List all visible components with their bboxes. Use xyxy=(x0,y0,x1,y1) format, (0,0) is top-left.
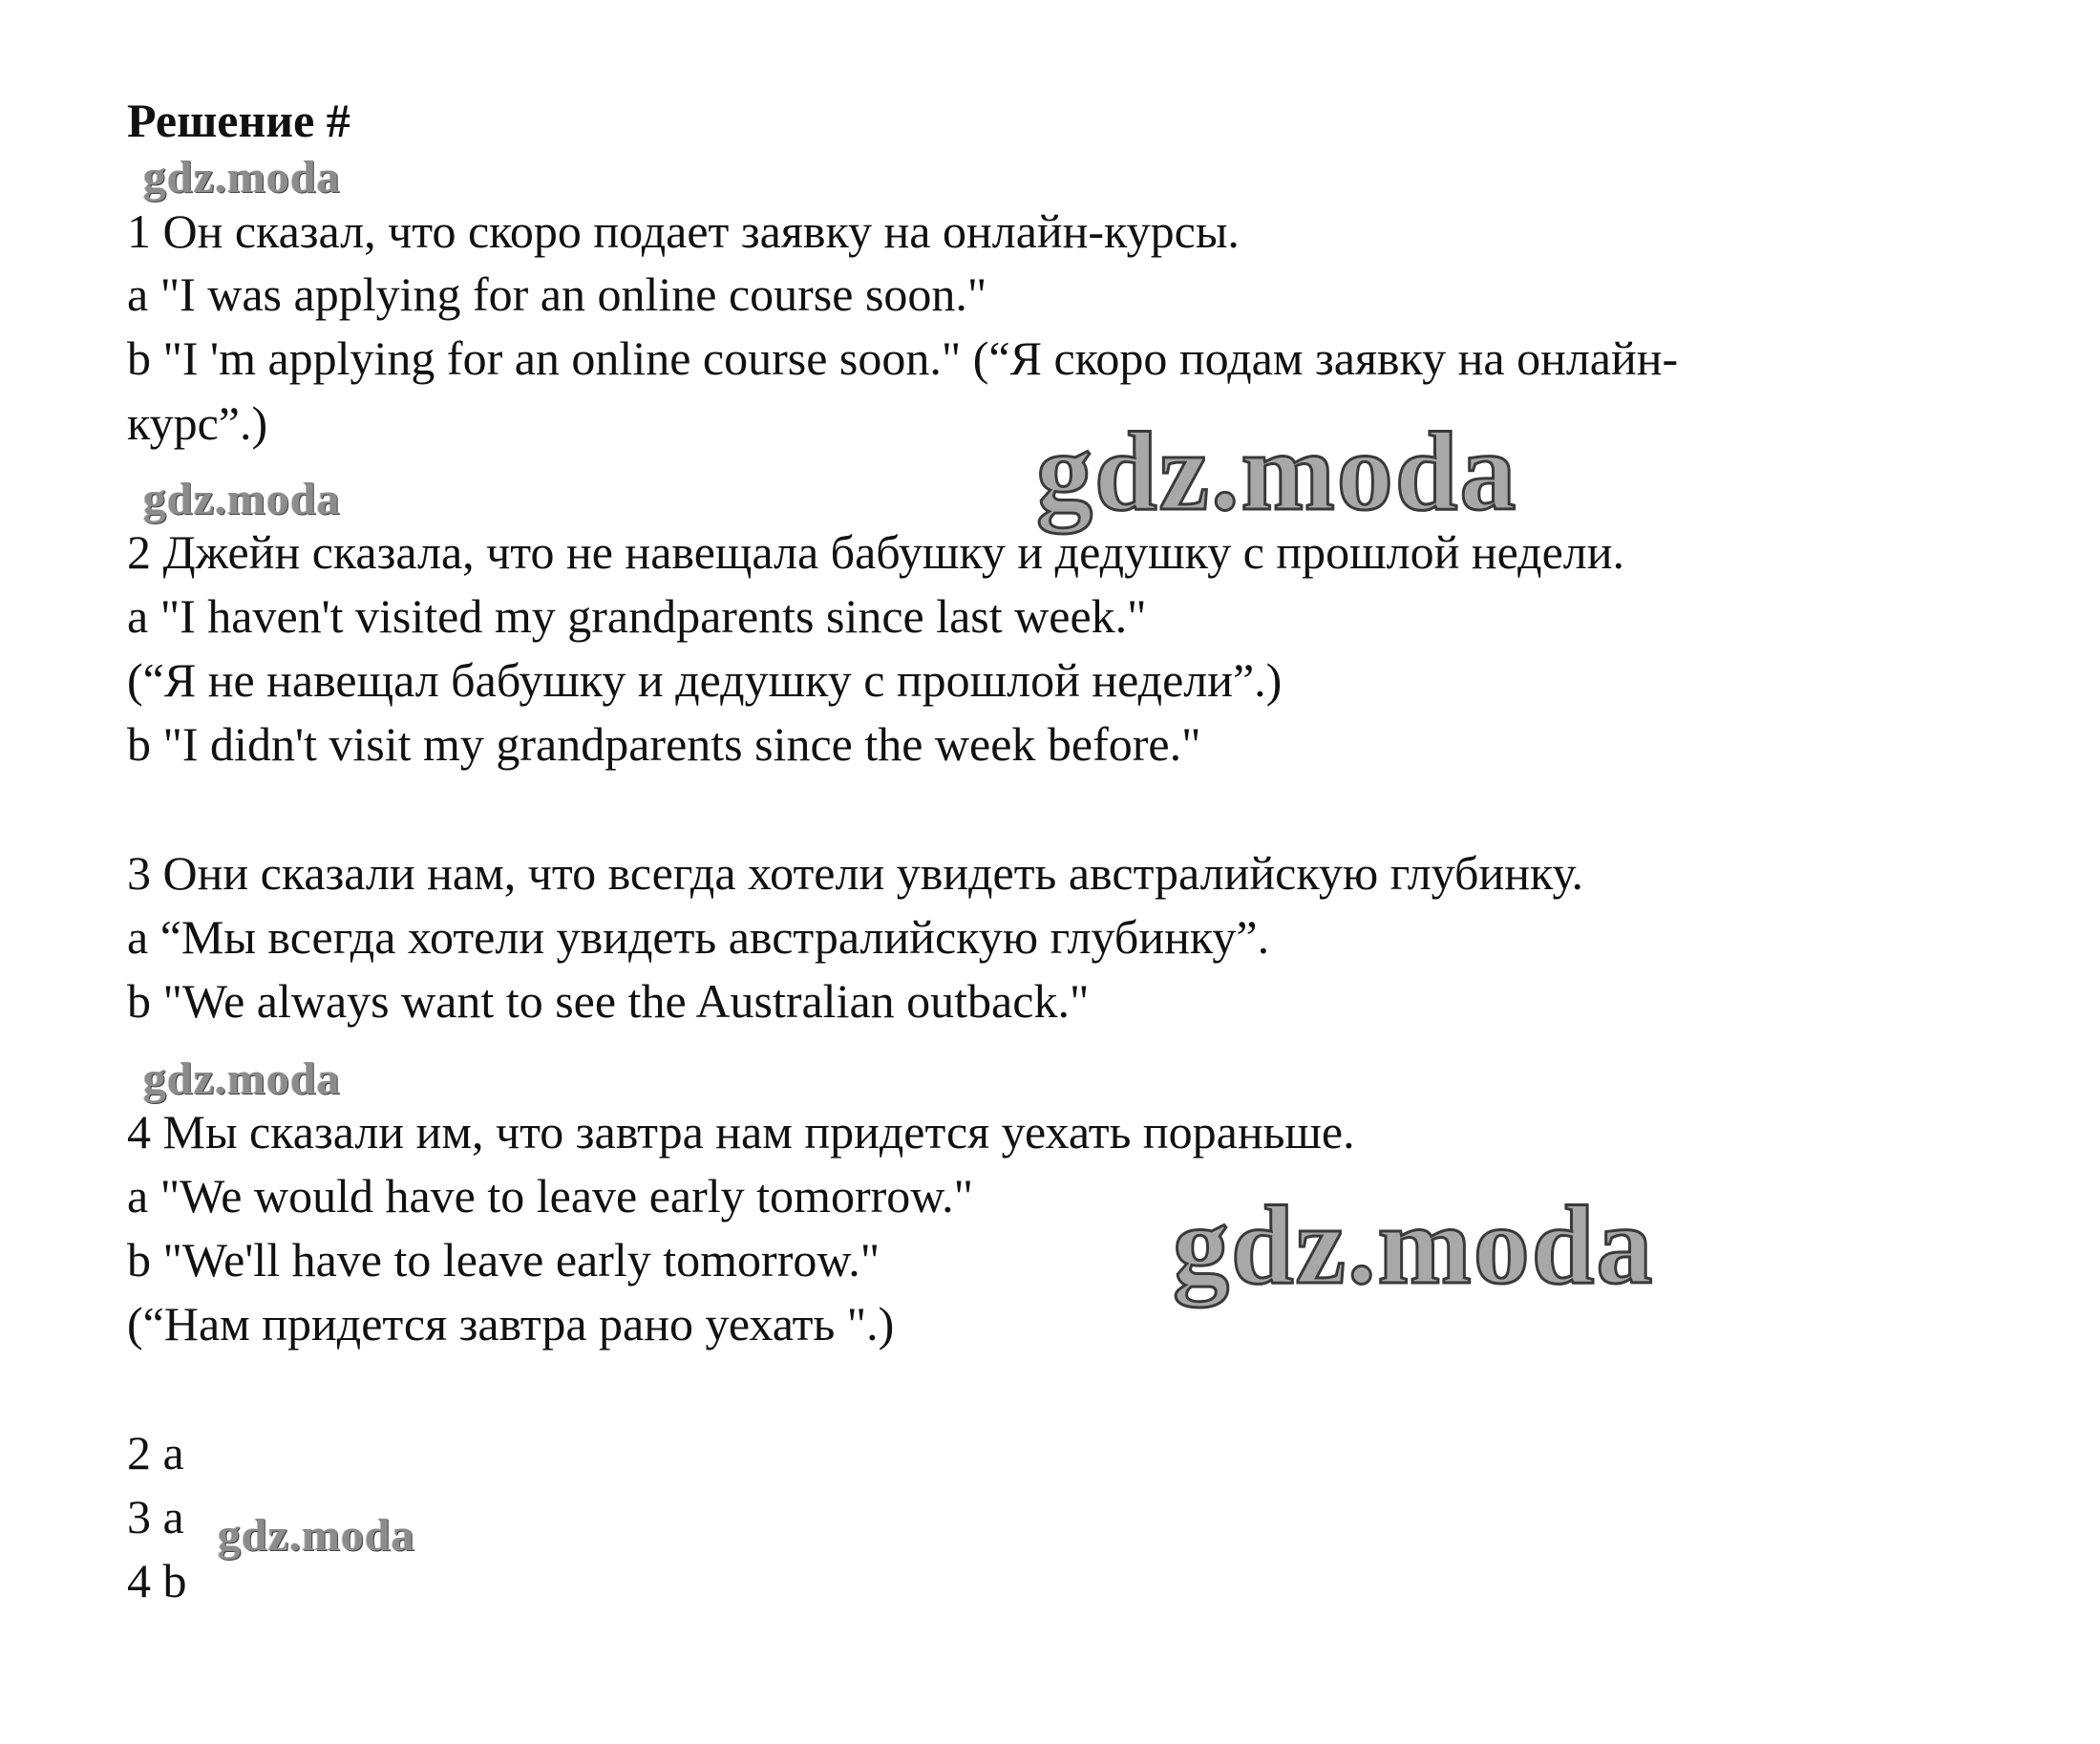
task-2-option-a-translation: (“Я не навещал бабушку и дедушку с прошлой недели”.) xyxy=(127,653,1283,707)
task-1-option-a: a "I was applying for an online course soon." xyxy=(127,267,987,321)
task-4-option-b-translation: (“Нам придется завтра рано уехать ".) xyxy=(127,1297,895,1351)
task-4-question: 4 Мы сказали им, что завтра нам придется уехать пораньше. xyxy=(127,1105,1355,1159)
task-2-question: 2 Джейн сказала, что не навещала бабушку и дедушку с прошлой недели. xyxy=(127,525,1624,579)
watermark-logo: gdz.moda xyxy=(143,1053,341,1104)
watermark-logo: gdz.moda xyxy=(143,152,341,202)
task-4-option-a: a "We would have to leave early tomorrow." xyxy=(127,1169,974,1223)
answer-3: 3 a xyxy=(127,1490,184,1543)
task-1-option-b: b "I 'm applying for an online course soon." (“Я скоро подам заявку на онлайн- xyxy=(127,331,1679,385)
task-3-question: 3 Они сказали нам, что всегда хотели увидеть австралийскую глубинку. xyxy=(127,846,1584,900)
solution-heading: Решение # xyxy=(127,94,350,147)
watermark-logo: gdz.moda xyxy=(218,1510,415,1561)
task-3-option-b: b "We always want to see the Australian outback." xyxy=(127,974,1090,1028)
task-1-option-b-continued: курс”.) xyxy=(127,396,268,450)
task-3-option-a: a “Мы всегда хотели увидеть австралийскую глубинку”. xyxy=(127,910,1270,964)
task-2-option-a: a "I haven't visited my grandparents since last week." xyxy=(127,589,1147,643)
task-1-question: 1 Он сказал, что скоро подает заявку на онлайн-курсы. xyxy=(127,204,1240,258)
task-4-option-b: b "We'll have to leave early tomorrow." xyxy=(127,1233,880,1287)
watermark-logo: gdz.moda xyxy=(143,474,341,524)
task-2-option-b: b "I didn't visit my grandparents since the week before." xyxy=(127,717,1201,771)
watermark-logo: gdz.moda xyxy=(1173,1182,1655,1308)
answer-4: 4 b xyxy=(127,1554,187,1607)
watermark-logo: gdz.moda xyxy=(1036,409,1518,534)
answer-2: 2 a xyxy=(127,1426,184,1479)
